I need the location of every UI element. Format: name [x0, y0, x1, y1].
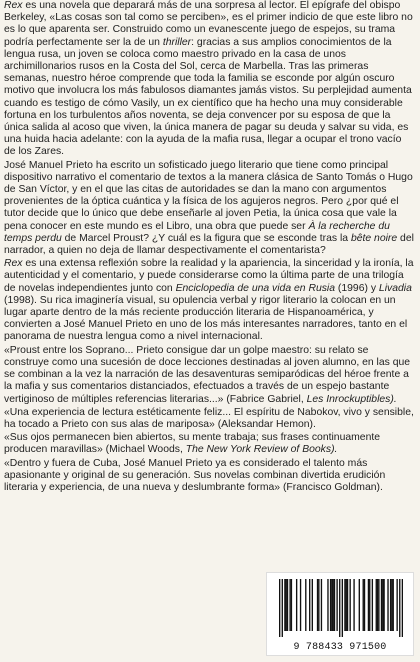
barcode-bar [344, 579, 345, 631]
barcode-bar [383, 579, 384, 631]
blurb-paragraph [4, 407, 414, 431]
barcode-bar [390, 579, 391, 631]
barcode-bar [339, 579, 340, 637]
barcode-bar [284, 579, 285, 631]
barcode-bar [279, 579, 280, 637]
barcode-bar [334, 579, 335, 631]
barcode-bar [402, 579, 403, 637]
barcode-bar [399, 579, 400, 637]
barcode-bar [305, 579, 306, 631]
italic-title: À la recherche du temps perdu [4, 220, 390, 244]
barcode-bar [327, 579, 328, 631]
barcode-bar [346, 579, 347, 631]
blurb-body [4, 0, 414, 494]
barcode-bar [378, 579, 379, 631]
italic-title: bête noire [350, 232, 398, 244]
blurb-paragraph [4, 160, 414, 258]
italic-title: Les Inrockuptibles). [306, 393, 397, 405]
barcode-bar [287, 579, 288, 631]
barcode-bar [349, 579, 350, 631]
barcode-bar [387, 579, 388, 631]
text-run: es una extensa reflexión sobre la realidad y la apariencia, la sinceridad y la ironía, la autenticidad y el comentario, y puede considerarse como la última parte de una trilogía de novelas independientes junto con [4, 258, 414, 294]
barcode-bar [377, 579, 378, 631]
text-run: : gracias a sus amplios conocimientos de la lengua rusa, un joven se coloca como maestro privado en la casa de unos archimillonarios rusos en la Costa del Sol, cerca de Marbella. Tras las primeras semanas, nuestro héroe comprende que toda la familia se esconde por algún oscuro motivo que involucra los más fabulosos diamantes jamás vistos. Su perplejidad aumenta cuando es testigo de cómo Vasily, un ex científico que ha hecho una muy considerable fortuna en los turbulentos años noventa, se deja convencer por su esposa de que la única salida al acoso que viven, la única manera de pagar su deuda y salvar su vida, es una huida hacia adelante: con la ayuda de la mafia rusa, llegar a ocupar el trono vacío de los Zares. [4, 36, 412, 158]
barcode-bar [393, 579, 394, 631]
barcode-bar [321, 579, 322, 631]
italic-title: Rex [4, 0, 23, 11]
barcode-bar [347, 579, 348, 631]
barcode-bars [279, 579, 403, 637]
text-run: (1996) y [335, 282, 379, 294]
barcode-bar [369, 579, 370, 631]
barcode-bar [282, 579, 283, 637]
barcode-bar [396, 579, 397, 631]
barcode-bar [372, 579, 373, 631]
barcode-bar [289, 579, 290, 631]
text-run: de Marcel Proust? ¿Y cuál es la figura que se esconde tras la [61, 232, 351, 244]
barcode-bar [296, 579, 297, 631]
barcode-bar [317, 579, 318, 631]
text-run: «Proust entre los Soprano... Prieto consigue dar un golpe maestro: su relato se construye como una sucesión de doce lecciones destinadas al joven alumno, en las que se combinan a la vez la narración de las desaventuras semiparódicas del héroe frente a la mafia y sus comentarios distanciados, efectuados a través de un espejo bastante vertiginoso de múltiples referencias literarias...» (Fabrice Gabriel, [4, 344, 411, 405]
barcode-bar [342, 579, 343, 637]
text-run: del narrador, a quien no deja de llamar despectivamente el comentarista? [4, 232, 414, 257]
barcode-bar [381, 579, 382, 631]
barcode-bar [363, 579, 364, 631]
italic-title: Rex [4, 258, 23, 270]
blurb-paragraph [4, 0, 414, 159]
barcode-bar [333, 579, 334, 631]
italic-title: Livadia [378, 282, 412, 294]
barcode-bar [291, 579, 292, 631]
text-run: «Una experiencia de lectura estéticamente feliz... El espíritu de Nabokov, vivo y sensible, ha tocado a Prieto con sus alas de mariposa» (Aleksandar Hemon). [4, 406, 414, 430]
barcode-bar [331, 579, 332, 631]
barcode-bar [286, 579, 287, 631]
barcode-bar [376, 579, 377, 631]
barcode-bar [330, 579, 331, 631]
barcode-bar [300, 579, 301, 631]
barcode-bar [312, 579, 313, 631]
isbn-barcode [266, 572, 414, 656]
barcode-bar [336, 579, 337, 631]
text-run: es una novela que deparará más de una sorpresa al lector. El epígrafe del obispo Berkeley, «Las cosas son tal como se perciben», es el primer indicio de que este libro no es lo que aparenta ser. Construido como un evanescente juego de espejos, su trama podría perfectamente ser la de un [4, 0, 413, 48]
barcode-bar [309, 579, 310, 631]
text-run: «Sus ojos permanecen bien abiertos, su mente trabaja; sus frases continuamente producen maravillas» (Michael Woods, [4, 432, 381, 456]
blurb-paragraph [4, 258, 414, 343]
italic-title: thriller [162, 36, 192, 48]
barcode-bar [353, 579, 354, 631]
text-run: «Dentro y fuera de Cuba, José Manuel Prieto ya es considerado el talento más apasionante y original de su generación. Sus novelas combinan divertida erudición literaria y experiencia, de una nueva y deslumbrante forma» (Francisco Goldman). [4, 457, 386, 493]
barcode-bar [318, 579, 319, 631]
barcode-bar [368, 579, 369, 631]
text-run: José Manuel Prieto ha escrito un sofisticado juego literario que tiene como principal dispositivo narrativo el comentario de textos a la manera clásica de Santo Tomás o Hugo de San Víctor, y en el que las citas de autoridades se dan la mano con argumentos provenientes de la óptica cuántica y la física de los agujeros negros. Pero ¿por qué el tutor decide que lo único que debe enseñarle al joven Petia, la única cosa que vale la pena conocer en este mundo es el Libro, una obra que puede ser [4, 159, 413, 232]
blurb-paragraph [4, 432, 414, 456]
italic-title: Enciclopedia de una vida en Rusia [175, 282, 336, 294]
barcode-bar [382, 579, 383, 631]
text-run: (1998). Su rica imaginería visual, su opulencia verbal y rigor literario la colocan en un lugar aparte dentro de la más reciente producción literaria de Hispanoamérica, y convierten a José Manuel Prieto en uno de los más interesantes narradores, tanto en el panorama de nuestra lengua como a nivel internacional. [4, 294, 408, 343]
barcode-bar [364, 579, 365, 631]
blurb-paragraph [4, 458, 414, 495]
barcode-bar [359, 579, 360, 631]
blurb-paragraph [4, 345, 414, 406]
italic-title: The New York Review of Books). [185, 444, 338, 456]
barcode-digits: 9 788433 971500 [293, 642, 387, 653]
barcode-bar [391, 579, 392, 631]
